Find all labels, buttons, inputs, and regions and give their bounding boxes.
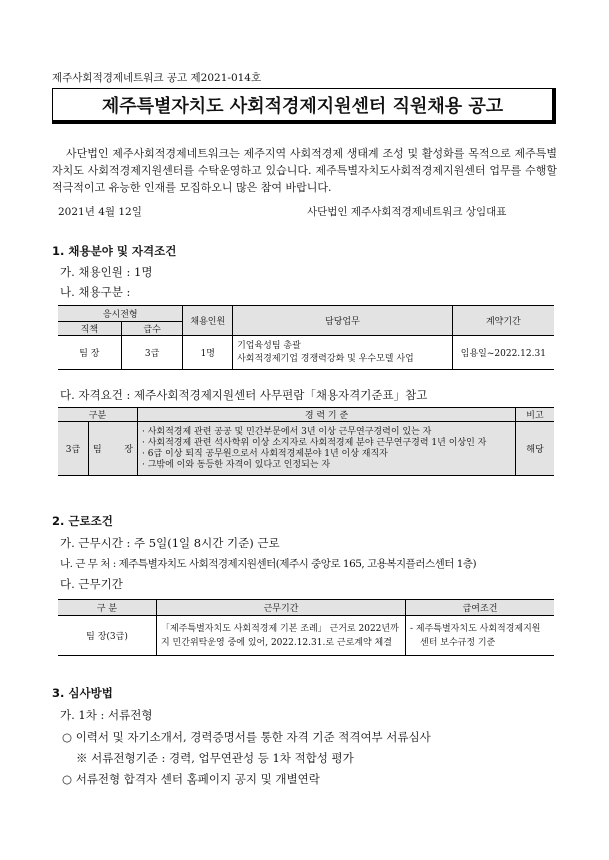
page-title	[52, 88, 556, 124]
section1-item-c: 다. 자격요건 : 제주사회적경제지원센터 사무편람「채용자격기준표」참고	[60, 388, 428, 402]
announcement-date: 2021년 4월 12일	[58, 206, 142, 218]
section1-item-b: 나. 채용구분 :	[60, 285, 131, 299]
section3-heading: 3. 심사방법	[52, 686, 113, 700]
cell-grade: 3급	[121, 336, 183, 370]
cell-note: 해당	[516, 422, 555, 476]
th-work-period: 근무기간	[157, 600, 406, 616]
th-class: 구 분	[58, 600, 157, 616]
cell-headcount: 1명	[183, 336, 233, 370]
th-note: 비고	[516, 408, 555, 422]
section2-item-c: 다. 근무기간	[60, 577, 123, 591]
work-period-table	[58, 599, 554, 656]
criteria-item: · 사회적경제 관련 공공 및 민간부문에서 3년 이상 근무연구경력이 있는 자	[142, 426, 432, 437]
salary-line-1: - 제주특별자치도 사회적경제지원	[410, 623, 541, 634]
section3-bullet-1: ○ 이력서 및 자기소개서, 경력증명서를 통한 자격 기준 적격여부 서류심사	[62, 730, 431, 744]
cell-salary	[406, 616, 555, 656]
th-class: 구분	[58, 408, 138, 422]
cell-grade: 3급	[58, 422, 89, 476]
section2-heading: 2. 근로조건	[52, 514, 113, 528]
intro-text: 사단법인 제주사회적경제네트워크는 제주지역 사회적경제 생태계 조성 및 활성화를 목적으로 제주특별자치도 사회적경제지원센터를 수탁운영하고 있습니다. 제주특별자치도사회적경제지원센터 업무를 수행할 적극적이고 유능한 인재를 모집하오니 많은 참여 바랍니다.	[52, 147, 557, 194]
cell-position: 팀 장(3급)	[58, 616, 157, 656]
th-contract-period: 계약기간	[452, 306, 554, 336]
section2-item-a: 가. 근무시간 : 주 5일(1일 8시간 기준) 근로	[60, 536, 280, 550]
criteria-item: · 6급 이상 퇴직 공무원으로서 사회적경제분야 1년 이상 재직자	[142, 448, 388, 459]
cell-position: 팀 장	[58, 336, 121, 370]
cell-duty	[233, 336, 453, 370]
page-title-text: 제주특별자치도 사회적경제지원센터 직원채용 공고	[101, 95, 504, 117]
position-char-1: 팀	[93, 445, 102, 455]
duty-line-1: 기업육성팀 총괄	[237, 340, 301, 351]
period-line-2: 지 민간위탁운영 중에 있어, 2022.12.31.로 근로계약 체결	[161, 637, 392, 648]
th-salary: 급여조건	[406, 600, 555, 616]
period-line-1: 「제주특별자치도 사회적경제 기본 조례」 근거로 2022년까	[161, 623, 399, 634]
duty-line-2: 사회적경제기업 경쟁력강화 및 우수모델 사업	[237, 353, 414, 364]
th-position: 직책	[58, 322, 121, 336]
section3-item-a: 가. 1차 : 서류전형	[60, 708, 153, 722]
th-duty: 담당업무	[233, 306, 453, 336]
position-char-2: 장	[124, 445, 133, 455]
th-criteria: 경 력 기 준	[138, 408, 516, 422]
section3-bullet-2: ○ 서류전형 합격자 센터 홈페이지 공지 및 개별연락	[62, 772, 320, 786]
section3-note: ※ 서류전형기준 : 경력, 업무연관성 등 1차 적합성 평가	[76, 751, 354, 765]
criteria-item: · 사회적경제 관련 석사학위 이상 소지자로 사회적경제 분야 근무연구경력 1년 이상인 자	[142, 437, 487, 448]
cell-position	[89, 422, 138, 476]
section1-item-a: 가. 채용인원 : 1명	[60, 265, 153, 279]
notice-number: 제주사회적경제네트워크 공고 제2021-014호	[52, 72, 262, 84]
intro-paragraph	[52, 145, 557, 196]
criteria-item: · 그밖에 이와 동등한 자격이 있다고 인정되는 자	[142, 459, 331, 470]
criteria-table	[58, 407, 554, 476]
cell-contract-period: 임용일~2022.12.31	[452, 336, 554, 370]
cell-work-period	[157, 616, 406, 656]
section2-item-b: 나. 근 무 처 : 제주특별자치도 사회적경제지원센터(제주시 중앙로 165, 고용복지플러스센터 1층)	[60, 558, 477, 570]
th-headcount: 채용인원	[183, 306, 233, 336]
th-exam-group: 응시전형	[58, 306, 183, 322]
salary-line-2: 센터 보수규정 기준	[420, 637, 496, 648]
cell-criteria-list	[138, 422, 516, 476]
recruitment-table	[58, 305, 554, 370]
signature: 사단법인 제주사회적경제네트워크 상임대표	[307, 206, 507, 218]
th-grade: 급수	[121, 322, 183, 336]
section1-heading: 1. 채용분야 및 자격조건	[52, 244, 177, 258]
